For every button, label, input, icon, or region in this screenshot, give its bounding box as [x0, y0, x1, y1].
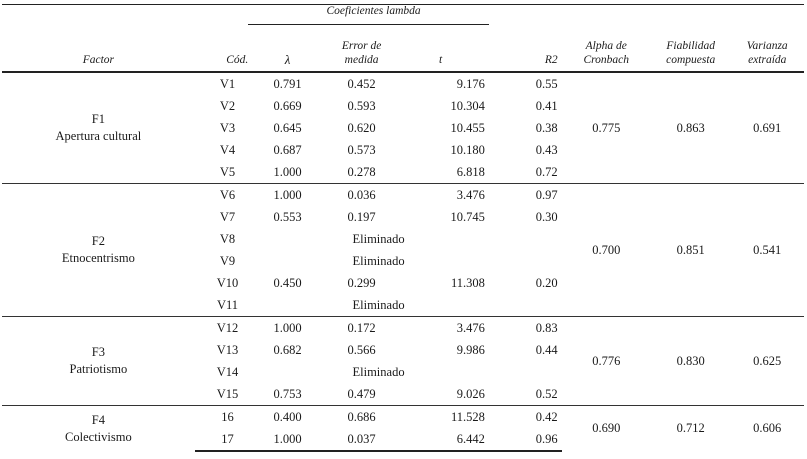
cell-t: 11.308	[450, 275, 485, 290]
col-header-fiabilidad-text: Fiabilidad compuesta	[666, 40, 716, 66]
cell-r2: 0.41	[535, 98, 558, 113]
cell-error: 0.686	[327, 406, 396, 429]
cell-lambda: 0.687	[273, 142, 302, 157]
col-header-alpha-text: Alpha de Cronbach	[583, 40, 630, 66]
cell-alpha: 0.776	[562, 317, 651, 406]
cell-r2: 0.72	[535, 164, 558, 179]
cell-eliminado: Eliminado	[352, 253, 405, 268]
cell-cod: V9	[219, 253, 236, 268]
cell-r2	[489, 228, 562, 250]
factor-code: F4	[91, 412, 105, 427]
cell-eliminado: Eliminado	[352, 297, 405, 312]
cell-fiabilidad: 0.851	[651, 184, 731, 317]
cell-varianza: 0.625	[730, 317, 804, 406]
factor-label	[2, 72, 195, 184]
cell-cod: V12	[195, 317, 248, 340]
cell-fiabilidad: 0.830	[651, 317, 731, 406]
cell-r2: 0.96	[489, 428, 562, 451]
cell-t: 6.442	[396, 428, 489, 451]
cell-r2: 0.38	[535, 120, 558, 135]
cell-error: 0.573	[347, 142, 376, 157]
cell-t: 3.476	[396, 317, 489, 340]
cell-cod: 17	[195, 428, 248, 451]
cell-cod: V14	[216, 364, 239, 379]
cell-cod: 16	[195, 406, 248, 429]
cell-lambda: 0.682	[273, 342, 302, 357]
cell-cod: V8	[219, 231, 236, 246]
col-header-fiabilidad	[651, 25, 731, 73]
table-row	[2, 317, 804, 340]
cell-t: 10.180	[450, 142, 485, 157]
cell-r2: 0.97	[489, 184, 562, 207]
factor-label	[2, 406, 195, 452]
cell-error: 0.452	[347, 76, 376, 91]
col-header-lambda: λ	[248, 25, 327, 73]
table-row	[2, 184, 804, 207]
col-header-t: t	[396, 25, 489, 73]
cell-r2	[489, 250, 562, 272]
cell-t: 10.745	[450, 209, 485, 224]
cell-error: 0.299	[347, 275, 376, 290]
cell-cod: V2	[219, 98, 236, 113]
cell-error: 0.593	[347, 98, 376, 113]
cell-eliminado: Eliminado	[352, 231, 405, 246]
factor-code: F2	[91, 234, 105, 248]
cell-t: 10.455	[450, 120, 485, 135]
cell-t: 9.176	[456, 76, 485, 91]
cell-r2: 0.20	[535, 275, 558, 290]
cell-error: 0.172	[327, 317, 396, 340]
cell-error: 0.197	[347, 209, 376, 224]
cell-error: 0.036	[327, 184, 396, 207]
factor-label	[2, 317, 195, 406]
cell-alpha: 0.690	[562, 406, 651, 452]
cell-lambda: 1.000	[248, 317, 327, 340]
cell-varianza: 0.691	[753, 120, 782, 135]
cell-cod: V7	[219, 209, 236, 224]
cell-r2: 0.42	[489, 406, 562, 429]
col-header-error	[327, 25, 396, 73]
header-row-columns	[2, 25, 804, 73]
col-header-varianza-text: Varianza extraída	[746, 40, 788, 66]
factor-label	[2, 184, 195, 317]
cell-lambda: 0.553	[273, 209, 302, 224]
factor-code: F1	[91, 112, 105, 126]
cell-cod: V11	[216, 297, 239, 312]
cell-error: 0.566	[347, 342, 376, 357]
cell-lambda: 0.400	[248, 406, 327, 429]
cell-r2: 0.83	[489, 317, 562, 340]
factor-loadings-table	[2, 4, 804, 452]
col-header-error-text: Error de medida	[341, 40, 382, 66]
cell-varianza: 0.541	[730, 184, 804, 317]
cell-t: 9.026	[456, 386, 485, 401]
cell-r2: 0.55	[535, 76, 558, 91]
cell-cod: V4	[219, 142, 236, 157]
cell-cod: V5	[219, 164, 236, 179]
cell-fiabilidad: 0.863	[676, 120, 705, 135]
cell-lambda: 0.753	[273, 386, 302, 401]
cell-cod: V1	[219, 76, 236, 91]
col-header-r2: R2	[544, 54, 558, 66]
col-header-factor: Factor	[82, 54, 115, 66]
header-row-group	[2, 5, 804, 25]
cell-cod: V13	[216, 342, 239, 357]
cell-cod: V3	[219, 120, 236, 135]
table-body	[2, 72, 804, 451]
cell-r2: 0.44	[535, 342, 558, 357]
cell-cod: V15	[216, 386, 239, 401]
cell-eliminado: Eliminado	[352, 364, 405, 379]
factor-name: Colectivismo	[65, 429, 132, 444]
table-row	[2, 406, 804, 429]
factor-name: Etnocentrismo	[61, 251, 135, 265]
factor-name: Apertura cultural	[55, 129, 142, 143]
cell-t: 10.304	[450, 98, 485, 113]
cell-r2	[489, 294, 562, 317]
cell-error: 0.278	[347, 164, 376, 179]
cell-varianza: 0.606	[730, 406, 804, 452]
cell-lambda: 0.450	[273, 275, 302, 290]
cell-alpha: 0.775	[592, 120, 621, 135]
cell-fiabilidad: 0.712	[651, 406, 731, 452]
cell-t: 6.818	[456, 164, 485, 179]
cell-error: 0.037	[327, 428, 396, 451]
cell-r2	[489, 361, 562, 383]
cell-r2: 0.52	[535, 386, 558, 401]
cell-lambda: 0.669	[273, 98, 302, 113]
group-header-coeficientes: Coeficientes lambda	[248, 5, 489, 25]
cell-lambda: 1.000	[248, 428, 327, 451]
col-header-cod: Cód.	[226, 54, 249, 66]
cell-t: 11.528	[396, 406, 489, 429]
cell-cod: V10	[216, 275, 239, 290]
cell-t: 9.986	[456, 342, 485, 357]
cell-r2: 0.30	[535, 209, 558, 224]
cell-cod: V6	[195, 184, 248, 207]
cell-t: 3.476	[396, 184, 489, 207]
cell-lambda: 1.000	[273, 164, 302, 179]
col-header-alpha	[562, 25, 651, 73]
cell-lambda: 0.791	[273, 76, 302, 91]
factor-code: F3	[91, 345, 105, 359]
cell-error: 0.620	[347, 120, 376, 135]
cell-alpha: 0.700	[562, 184, 651, 317]
factor-name: Patriotismo	[69, 362, 128, 376]
table-row	[2, 72, 804, 95]
col-header-varianza	[730, 25, 804, 73]
cell-error: 0.479	[347, 386, 376, 401]
cell-r2: 0.43	[535, 142, 558, 157]
cell-lambda: 0.645	[273, 120, 302, 135]
cell-lambda: 1.000	[248, 184, 327, 207]
